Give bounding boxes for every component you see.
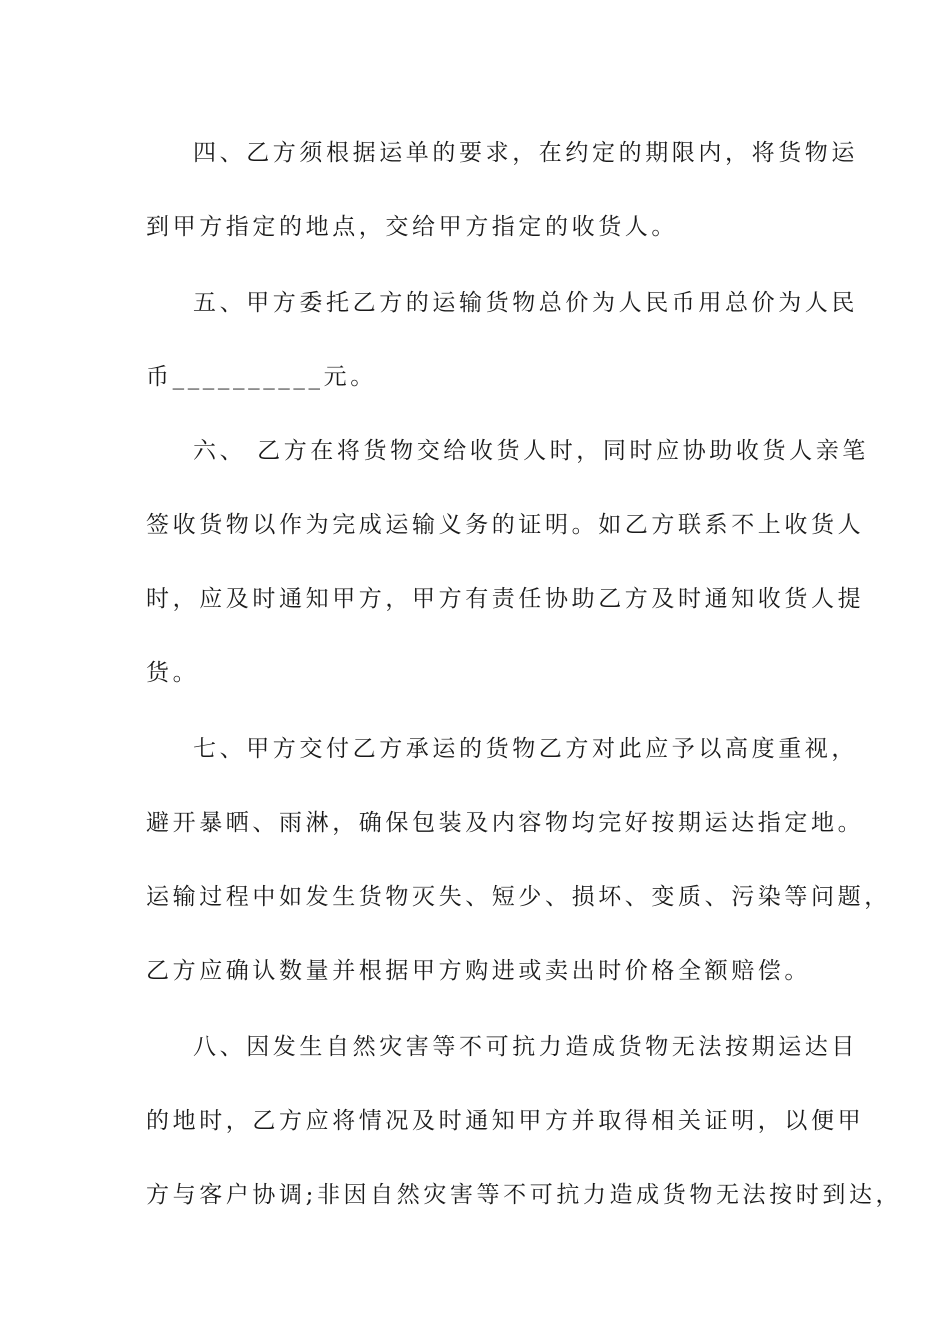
clause-8-line-2: 的地时，乙方应将情况及时通知甲方并取得相关证明，以便甲	[146, 1108, 865, 1134]
clause-7-line-2: 避开暴晒、雨淋，确保包装及内容物均完好按期运达指定地。	[146, 810, 865, 836]
clause-5-line-1: 五、甲方委托乙方的运输货物总价为人民币用总价为人民	[193, 290, 858, 316]
clause-4-line-2: 到甲方指定的地点，交给甲方指定的收货人。	[146, 214, 678, 240]
clause-6-line-4: 货。	[146, 660, 200, 686]
clause-6-line-2: 签收货物以作为完成运输义务的证明。如乙方联系不上收货人	[146, 512, 865, 538]
clause-7-line-3: 运输过程中如发生货物灭失、短少、损坏、变质、污染等问题，	[146, 884, 891, 910]
clause-6-line-1: 六、 乙方在将货物交给收货人时，同时应协助收货人亲笔	[193, 438, 869, 464]
clause-7-line-4: 乙方应确认数量并根据甲方购进或卖出时价格全额赔偿。	[146, 958, 811, 984]
clause-8-line-3: 方与客户协调;非因自然灾害等不可抗力造成货物无法按时到达，	[146, 1182, 903, 1208]
clause-8-line-1: 八、因发生自然灾害等不可抗力造成货物无法按期运达目	[193, 1034, 858, 1060]
clause-7-line-1: 七、甲方交付乙方承运的货物乙方对此应予以高度重视，	[193, 736, 858, 762]
clause-6-line-3: 时，应及时通知甲方，甲方有责任协助乙方及时通知收货人提	[146, 586, 865, 612]
clause-4-line-1: 四、乙方须根据运单的要求，在约定的期限内，将货物运	[193, 140, 858, 166]
clause-5-line-2: 币__________元。	[146, 364, 377, 390]
